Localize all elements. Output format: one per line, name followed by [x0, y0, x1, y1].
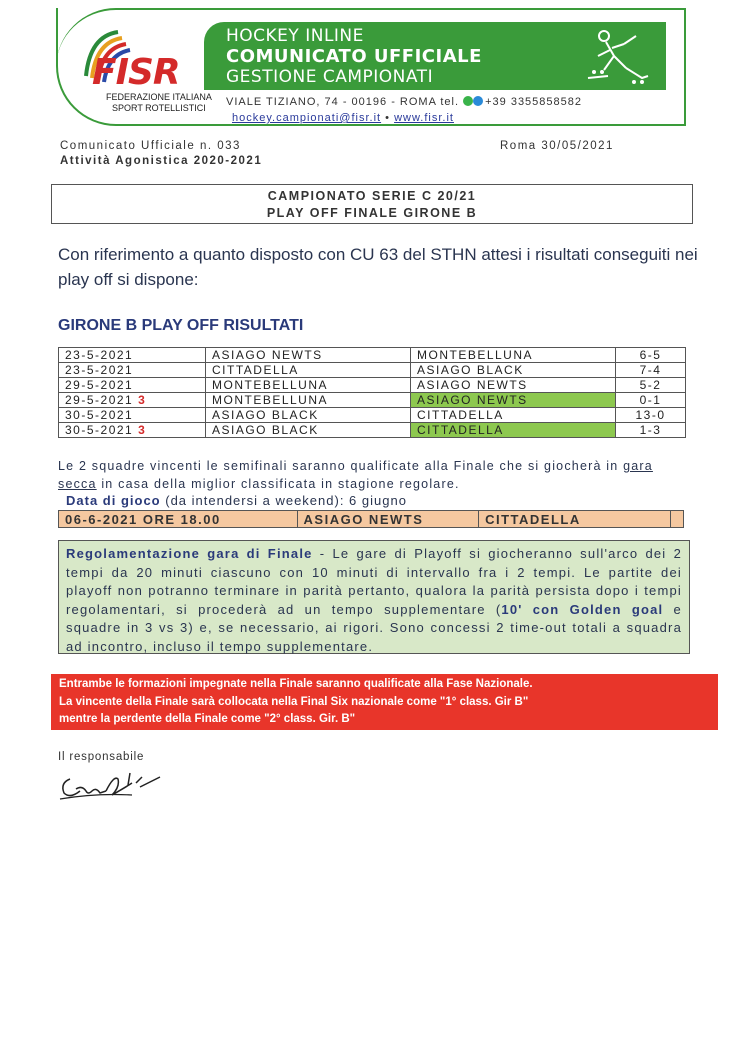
rules-text1: - Le gare di Playoff si giocheranno sull'arco dei 2 tempi da 20 minuti ciascuno con 10 minuti di intervallo fra i 2 tempi. Le partite dei playoff non potranno terminare in parità pertanto, qualora la parità persista dopo i tempi regolamentari, si procederà ad un tempo supplementare ( — [66, 546, 682, 617]
cu-number: Comunicato Ufficiale n. 033 — [60, 140, 241, 152]
federation-line1: FEDERAZIONE ITALIANA — [106, 92, 212, 102]
notice-line3: mentre la perdente della Finale come "2° class. Gir. B" — [59, 713, 356, 725]
result-score: 13-0 — [616, 408, 686, 423]
result-score: 6-5 — [616, 348, 686, 363]
results-row — [59, 363, 686, 378]
note-text-after: in casa della miglior classificata in stagione regolare. — [96, 477, 460, 491]
result-home: ASIAGO NEWTS — [206, 348, 411, 363]
result-home: ASIAGO BLACK — [206, 408, 411, 423]
result-date-text: 29-5-2021 — [65, 378, 134, 392]
signature-icon — [56, 765, 166, 805]
result-away: CITTADELLA — [411, 408, 616, 423]
season-label: Attività Agonistica 2020-2021 — [60, 155, 263, 167]
final-away: CITTADELLA — [479, 511, 671, 528]
notice-line2: La vincente della Finale sarà collocata nella Final Six nazionale come "1° class. Gir B" — [59, 695, 529, 708]
band-line2: COMUNICATO UFFICIALE — [226, 46, 482, 67]
federation-line2: SPORT ROTELLISTICI — [112, 103, 206, 113]
result-score: 0-1 — [616, 393, 686, 408]
result-away: ASIAGO NEWTS — [411, 378, 616, 393]
band-line1: HOCKEY INLINE — [226, 26, 364, 46]
result-date-text: 23-5-2021 — [65, 348, 134, 362]
separator-dot: • — [385, 112, 390, 124]
place-date: Roma 30/05/2021 — [500, 140, 614, 152]
result-date-text: 29-5-2021 — [65, 393, 134, 407]
result-mark: 3 — [138, 423, 147, 437]
results-title: GIRONE B PLAY OFF RISULTATI — [58, 317, 304, 334]
note-text-before: Le 2 squadre vincenti le semifinali saranno qualificate alla Finale che si giocherà in — [58, 459, 624, 473]
result-away: MONTEBELLUNA — [411, 348, 616, 363]
rules-text2: e squadre in 3 vs 3) e, se necessario, ai rigori. Sono concessi 2 time-out totali a squadra ad incontro, incluso il tempo supplementare. — [66, 601, 682, 654]
results-row — [59, 378, 686, 393]
result-home: ASIAGO BLACK — [206, 423, 411, 438]
rules-box — [58, 540, 690, 654]
logo-text: FISR — [92, 52, 180, 93]
result-date — [59, 408, 206, 423]
result-date — [59, 363, 206, 378]
results-row — [59, 423, 686, 438]
result-away: CITTADELLA — [411, 423, 616, 438]
result-score: 1-3 — [616, 423, 686, 438]
final-extra — [671, 511, 684, 528]
band-line3: GESTIONE CAMPIONATI — [226, 67, 434, 87]
intro-paragraph: Con riferimento a quanto disposto con CU 63 del STHN attesi i risultati conseguiti nei play off si dispone: — [58, 245, 698, 289]
qualification-notice — [51, 674, 718, 730]
document-title-box — [51, 184, 693, 224]
result-date-text: 30-5-2021 — [65, 423, 134, 437]
title-line1: CAMPIONATO SERIE C 20/21 — [267, 189, 477, 203]
signature-label: Il responsabile — [58, 751, 145, 763]
result-date — [59, 423, 206, 438]
game-date-line — [66, 493, 407, 508]
address-text: VIALE TIZIANO, 74 - 00196 - ROMA tel. — [226, 96, 460, 108]
result-away: ASIAGO NEWTS — [411, 393, 616, 408]
result-mark: 3 — [138, 393, 147, 407]
contact-line — [232, 112, 454, 124]
game-date-label: Data di gioco — [66, 493, 161, 508]
result-date — [59, 393, 206, 408]
result-date — [59, 378, 206, 393]
telegram-icon — [473, 96, 483, 106]
header-band — [204, 22, 666, 90]
phone-text: +39 3355858582 — [485, 96, 583, 108]
result-date — [59, 348, 206, 363]
result-away: ASIAGO BLACK — [411, 363, 616, 378]
final-home: ASIAGO NEWTS — [297, 511, 479, 528]
whatsapp-icon — [463, 96, 473, 106]
website-link[interactable]: www.fisr.it — [394, 112, 454, 124]
result-score: 5-2 — [616, 378, 686, 393]
hockey-player-icon — [584, 26, 654, 86]
results-row — [59, 408, 686, 423]
note-underlined: gara secca — [58, 459, 653, 491]
result-score: 7-4 — [616, 363, 686, 378]
game-date-text: (da intendersi a weekend): 6 giugno — [160, 493, 407, 508]
email-link[interactable]: hockey.campionati@fisr.it — [232, 112, 382, 124]
notice-line1: Entrambe le formazioni impegnate nella Finale saranno qualificate alla Fase Nazionale. — [59, 678, 533, 690]
final-row — [59, 511, 684, 528]
title-line2: PLAY OFF FINALE GIRONE B — [266, 206, 478, 220]
rules-paragraph — [66, 545, 682, 656]
result-home: MONTEBELLUNA — [206, 393, 411, 408]
results-table — [58, 347, 686, 438]
result-date-text: 23-5-2021 — [65, 363, 134, 377]
final-when: 06-6-2021 ORE 18.00 — [59, 511, 298, 528]
result-home: MONTEBELLUNA — [206, 378, 411, 393]
final-table — [58, 510, 684, 528]
address-line — [226, 96, 582, 108]
results-row — [59, 348, 686, 363]
result-home: CITTADELLA — [206, 363, 411, 378]
result-date-text: 30-5-2021 — [65, 408, 134, 422]
results-row — [59, 393, 686, 408]
rules-label: Regolamentazione gara di Finale — [66, 546, 313, 561]
final-note — [58, 457, 690, 493]
rules-bold2: 10' con Golden goal — [501, 601, 664, 617]
